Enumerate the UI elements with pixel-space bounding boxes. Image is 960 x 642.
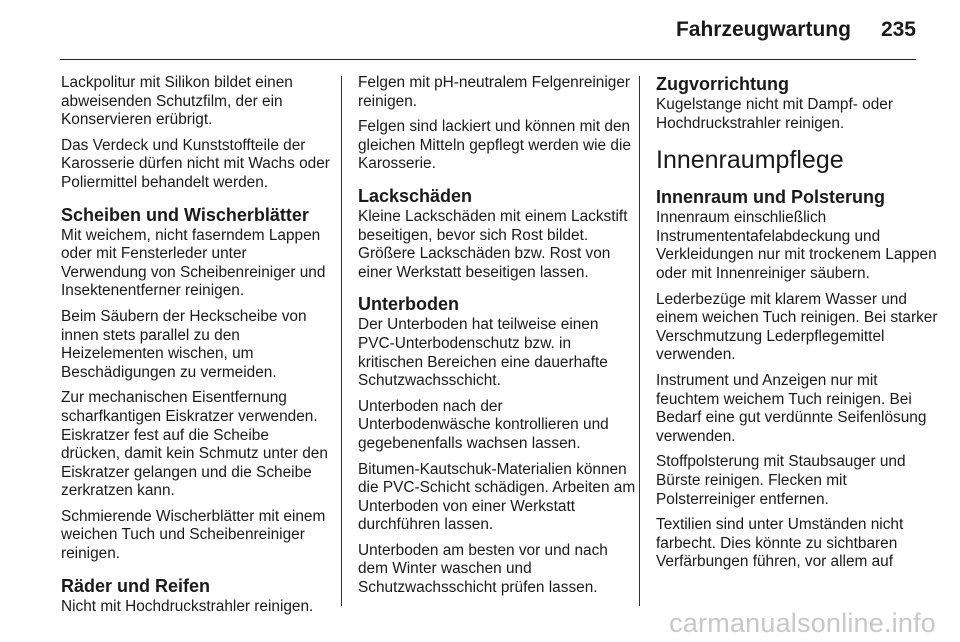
watermark: carmanualsonline.info [669, 608, 936, 638]
paragraph: Textilien sind unter Umständen nicht farbecht. Dies könnte zu sichtbaren Verfärbungen führen, vor allem auf [656, 516, 904, 571]
subsection-heading: Unterboden [358, 294, 459, 315]
paragraph: Unterboden am besten vor und nach dem Winter waschen und Schutzwachsschicht prüfen lassen. [358, 541, 608, 597]
column-divider [341, 76, 342, 606]
subsection-heading: Scheiben und Wischerblätter [61, 204, 309, 225]
paragraph: Kugelstange nicht mit Dampf- oder Hochdruckstrahler reinigen. [656, 96, 893, 132]
column-divider [639, 76, 640, 606]
paragraph: Beim Säubern der Heckscheibe von innen stets parallel zu den Heizelementen wischen, um Beschädigungen zu vermeiden. [61, 307, 307, 381]
paragraph: Lederbezüge mit klarem Wasser und einem weichen Tuch reinigen. Bei starker Verschmutzung Lederpflegemittel verwenden. [656, 290, 938, 364]
paragraph: Kleine Lackschäden mit einem Lackstift beseitigen, bevor sich Rost bildet. Größere Lackschäden bzw. Rost von einer Werkstatt beseitigen lassen. [358, 207, 628, 281]
text-column-3 [656, 74, 938, 579]
paragraph: Innenraum einschließlich Instrumententafelabdeckung und Verkleidungen nur mit trockenem Lappen oder mit Innenreiniger säubern. [656, 209, 937, 282]
page-number: 235 [880, 18, 916, 41]
page-header [676, 18, 916, 42]
subsection-heading: Lackschäden [358, 185, 473, 206]
paragraph: Nicht mit Hochdruckstrahler reinigen. [61, 597, 314, 615]
paragraph: Schmierende Wischerblätter mit einem weichen Tuch und Scheibenreiniger reinigen. [61, 507, 326, 563]
paragraph: Stoffpolsterung mit Staubsauger und Bürste reinigen. Flecken mit Polsterreiniger entfernen. [656, 453, 906, 508]
running-title: Fahrzeugwartung [675, 18, 851, 41]
paragraph: Felgen mit pH-neutralem Felgenreiniger reinigen. [358, 74, 631, 110]
paragraph: Das Verdeck und Kunststoffteile der Karosserie dürfen nicht mit Wachs oder Poliermittel behandelt werden. [61, 136, 330, 191]
section-heading: Innenraumpflege [656, 146, 844, 175]
text-column-2 [358, 74, 636, 605]
paragraph: Bitumen-Kautschuk-Materialien können die PVC-Schicht schädigen. Arbeiten am Unterboden von einer Werkstatt durchführen lassen. [358, 460, 636, 534]
paragraph: Lackpolitur mit Silikon bildet einen abweisenden Schutzfilm, der ein Konservieren erübrigt. [61, 74, 293, 129]
subsection-heading: Räder und Reifen [61, 575, 211, 596]
paragraph: Instrument und Anzeigen nur mit feuchtem weichem Tuch reinigen. Bei Bedarf eine gut verdünnte Seifenlösung verwenden. [656, 371, 927, 445]
subsection-heading: Innenraum und Polsterung [656, 187, 886, 208]
paragraph: Felgen sind lackiert und können mit den gleichen Mitteln gepflegt werden wie die Karosserie. [358, 118, 631, 173]
text-column-1 [61, 74, 331, 623]
paragraph: Unterboden nach der Unterbodenwäsche kontrollieren und gegebenenfalls wachsen lassen. [358, 397, 609, 452]
paragraph: Zur mechanischen Eisentfernung scharfkantigen Eiskratzer verwenden. Eiskratzer fest auf die Scheibe drücken, damit kein Schmutz unter den Eiskratzer gelangen und die Scheibe zerkratzen kann. [61, 389, 328, 500]
header-rule [60, 59, 916, 60]
paragraph: Der Unterboden hat teilweise einen PVC-Unterbodenschutz bzw. in kritischen Bereichen eine dauerhafte Schutzwachsschicht. [358, 316, 608, 390]
subsection-heading: Zugvorrichtung [656, 74, 789, 94]
paragraph: Mit weichem, nicht faserndem Lappen oder mit Fensterleder unter Verwendung von Scheibenreiniger und Insektenentferner reinigen. [61, 226, 326, 300]
